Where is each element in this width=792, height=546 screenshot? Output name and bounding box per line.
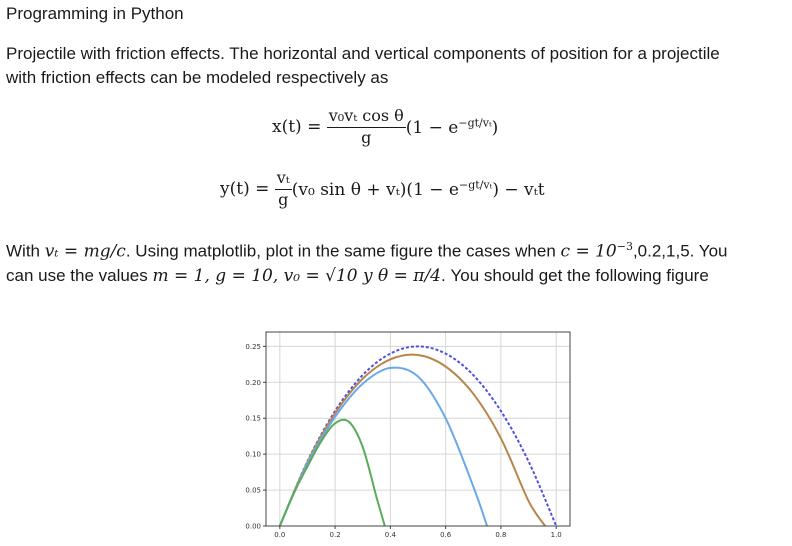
- equation-y-denominator: g: [278, 190, 289, 209]
- equation-y-fraction: [275, 168, 292, 210]
- with-text-1: With: [6, 241, 45, 261]
- equation-y: [220, 168, 545, 210]
- x-tick-label: 0.6: [440, 531, 452, 539]
- page-title: Programming in Python: [6, 4, 184, 23]
- x-tick-label: 1.0: [550, 531, 562, 539]
- with-math-vt: vₜ = mg/c: [44, 241, 126, 262]
- series-line-3: [280, 420, 385, 526]
- y-tick-label: 0.05: [245, 486, 261, 495]
- paragraph-with-line: [6, 235, 728, 264]
- equation-x-close: ): [491, 117, 499, 138]
- y-tick-label: 0.25: [245, 342, 261, 351]
- equation-y-rhs-a: (v₀ sin θ + vₜ)(1 − e: [291, 179, 459, 200]
- equation-x-rhs: (1 − e: [405, 117, 459, 138]
- equation-x-lhs: x(t) =: [272, 117, 322, 137]
- equation-y-lhs: y(t) =: [220, 179, 270, 199]
- equation-x-denominator: g: [361, 128, 372, 147]
- with-text-3: ,0.2,1,5. You: [632, 241, 728, 261]
- equation-x-numerator: v₀vₜ cos θ: [327, 106, 406, 128]
- values-text-2: . You should get the following figure: [441, 266, 709, 285]
- x-tick-label: 0.0: [274, 531, 286, 539]
- y-tick-label: 0.00: [245, 522, 261, 531]
- chart-svg: [234, 330, 574, 540]
- paragraph-values-line: [6, 264, 709, 288]
- series-line-2: [280, 368, 487, 526]
- x-tick-label: 0.4: [384, 531, 396, 539]
- plot-border: [266, 332, 570, 526]
- with-math-exp: −3: [616, 240, 633, 253]
- x-tick-label: 0.8: [495, 531, 507, 539]
- paragraph-line-2: with friction effects can be modeled respectively as: [6, 68, 389, 87]
- with-text-2: . Using matplotlib, plot in the same figure the cases when: [125, 241, 561, 261]
- y-tick-label: 0.10: [245, 450, 261, 459]
- equation-y-rhs-b: ) − vₜt: [492, 179, 545, 200]
- y-tick-label: 0.15: [245, 414, 261, 423]
- x-tick-label: 0.2: [329, 531, 341, 539]
- with-math-c: c = 10: [560, 241, 617, 262]
- values-math: m = 1, g = 10, v₀ = √10 y θ = π/4: [152, 266, 442, 286]
- equation-y-numerator: vₜ: [275, 168, 292, 190]
- equation-x-fraction: [327, 106, 406, 148]
- paragraph-line-1: Projectile with friction effects. The horizontal and vertical components of position for a projectile: [6, 44, 720, 63]
- equation-x: [272, 106, 498, 148]
- trajectory-chart: [234, 330, 574, 540]
- values-text-1: can use the values: [6, 266, 153, 285]
- equation-x-exponent: −gt/vₜ: [458, 116, 492, 130]
- equation-y-exponent: −gt/vₜ: [459, 178, 493, 192]
- y-tick-label: 0.20: [245, 378, 261, 387]
